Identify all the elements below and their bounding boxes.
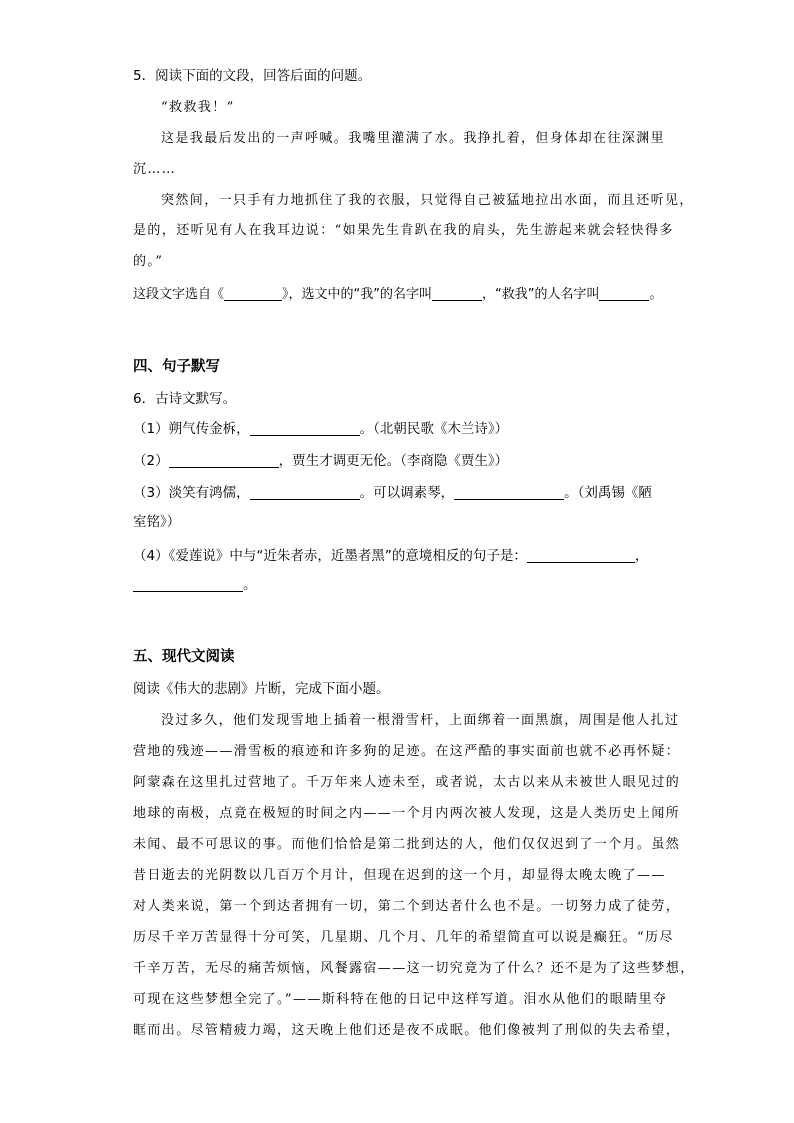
answer-blank[interactable] [599, 286, 649, 301]
item-text: ， [634, 548, 649, 564]
passage-line: 千辛万苦，无尽的痛苦烦恼，风餐露宿——这一切究竟为了什么？还不是为了这些梦想， [133, 961, 695, 976]
q5-question-text: 。 [649, 287, 663, 302]
q5-passage-line: 沉…… [133, 162, 177, 177]
passage-line: 地球的南极，点竟在极短的时间之内——一个月内两次被人发现，这是人类历史上闻所 [133, 806, 681, 821]
answer-blank[interactable] [432, 286, 482, 301]
q6-item-2 [133, 452, 508, 470]
q6-item-4 [133, 547, 648, 565]
sec5-intro: 阅读《伟大的悲剧》片断，完成下面小题。 [133, 681, 390, 697]
passage-line: 阿蒙森在这里扎过营地了。千万年来人迹未至，或者说，太古以来从未被世人眼见过的 [133, 775, 681, 790]
q6-item-1 [133, 420, 508, 438]
answer-blank[interactable] [224, 286, 282, 301]
q5-question-text: ，“救我”的人名字叫 [482, 287, 600, 302]
q5-passage-line: 这是我最后发出的一声呼喊。我嘴里灌满了水。我挣扎着，但身体却在往深渊里 [161, 131, 666, 146]
q6-title: 6．古诗文默写。 [133, 391, 237, 407]
item-text: （2） [133, 453, 169, 469]
answer-blank[interactable] [133, 577, 243, 592]
item-text: （1）朔气传金柝， [133, 421, 250, 437]
passage-line: 昔日逝去的光阴数以几百万个月计，但现在迟到的这一个月，却显得太晚太晚了—— [133, 868, 666, 883]
section-heading: 五、现代文阅读 [133, 649, 235, 665]
item-text: 。（北朝民歌《木兰诗》） [359, 421, 509, 437]
item-text: 。可以调素琴， [359, 485, 455, 501]
item-text: 。 [243, 577, 257, 593]
item-text: ，贾生才调更无伦。（李商隐《贾生》） [278, 453, 509, 469]
q5-question-text: 这段文字选自《 [133, 287, 225, 302]
section-heading: 四、句子默写 [133, 359, 220, 375]
q5-title: 5．阅读下面的文段，回答后面的问题。 [133, 68, 372, 84]
answer-blank[interactable] [250, 485, 360, 500]
passage-line: 未闻、最不可思议的事。而他们恰恰是第二批到达的人，他们仅仅迟到了一个月。虽然 [133, 837, 681, 852]
passage-line: 历尽千辛万苦显得十分可笑，几星期、几个月、几年的希望简直可以说是癫狂。“历尽 [133, 930, 674, 945]
passage-line: 可现在这些梦想全完了。”——斯科特在他的日记中这样写道。泪水从他们的眼睛里夺 [133, 992, 668, 1007]
passage-line: 对人类来说，第一个到达者拥有一切，第二个到达者什么也不是。一切努力成了徒劳， [133, 899, 681, 914]
q5-question [133, 286, 663, 304]
q5-passage-line: 是的，还听见有人在我耳边说：“如果先生肯趴在我的肩头，先生游起来就会轻快得多 [133, 223, 674, 238]
passage-line: 没过多久，他们发现雪地上插着一根滑雪杆，上面绑着一面黑旗，周围是他人扎过 [161, 713, 680, 728]
item-text: （3）淡笑有鸿儒， [133, 485, 250, 501]
item-text: 。（刘禹锡《陋 [564, 485, 652, 501]
q6-item-4-cont [133, 576, 257, 594]
passage-line: 营地的残迹——滑雪板的痕迹和许多狗的足迹。在这严酷的事实面前也就不必再怀疑： [133, 744, 681, 759]
q5-passage-line: 突然间，一只手有力地抓住了我的衣服，只觉得自己被猛地拉出水面，而且还听见， [161, 193, 694, 208]
answer-blank[interactable] [250, 421, 360, 436]
q5-passage-line: “救救我！” [161, 100, 235, 115]
answer-blank[interactable] [454, 485, 564, 500]
answer-blank[interactable] [527, 548, 635, 563]
q5-question-text: 》，选文中的“我”的名字叫 [282, 287, 432, 302]
passage-line: 眶而出。尽管精疲力竭，这天晚上他们还是夜不成眠。他们像被判了刑似的失去希望， [133, 1023, 681, 1038]
answer-blank[interactable] [169, 453, 279, 468]
item-text: （4）《爱莲说》中与“近朱者赤，近墨者黑”的意境相反的句子是： [133, 548, 527, 564]
q5-passage-line: 的。” [133, 254, 164, 269]
q6-item-3 [133, 484, 652, 502]
q6-item-3-cont: 室铭》） [133, 514, 181, 530]
